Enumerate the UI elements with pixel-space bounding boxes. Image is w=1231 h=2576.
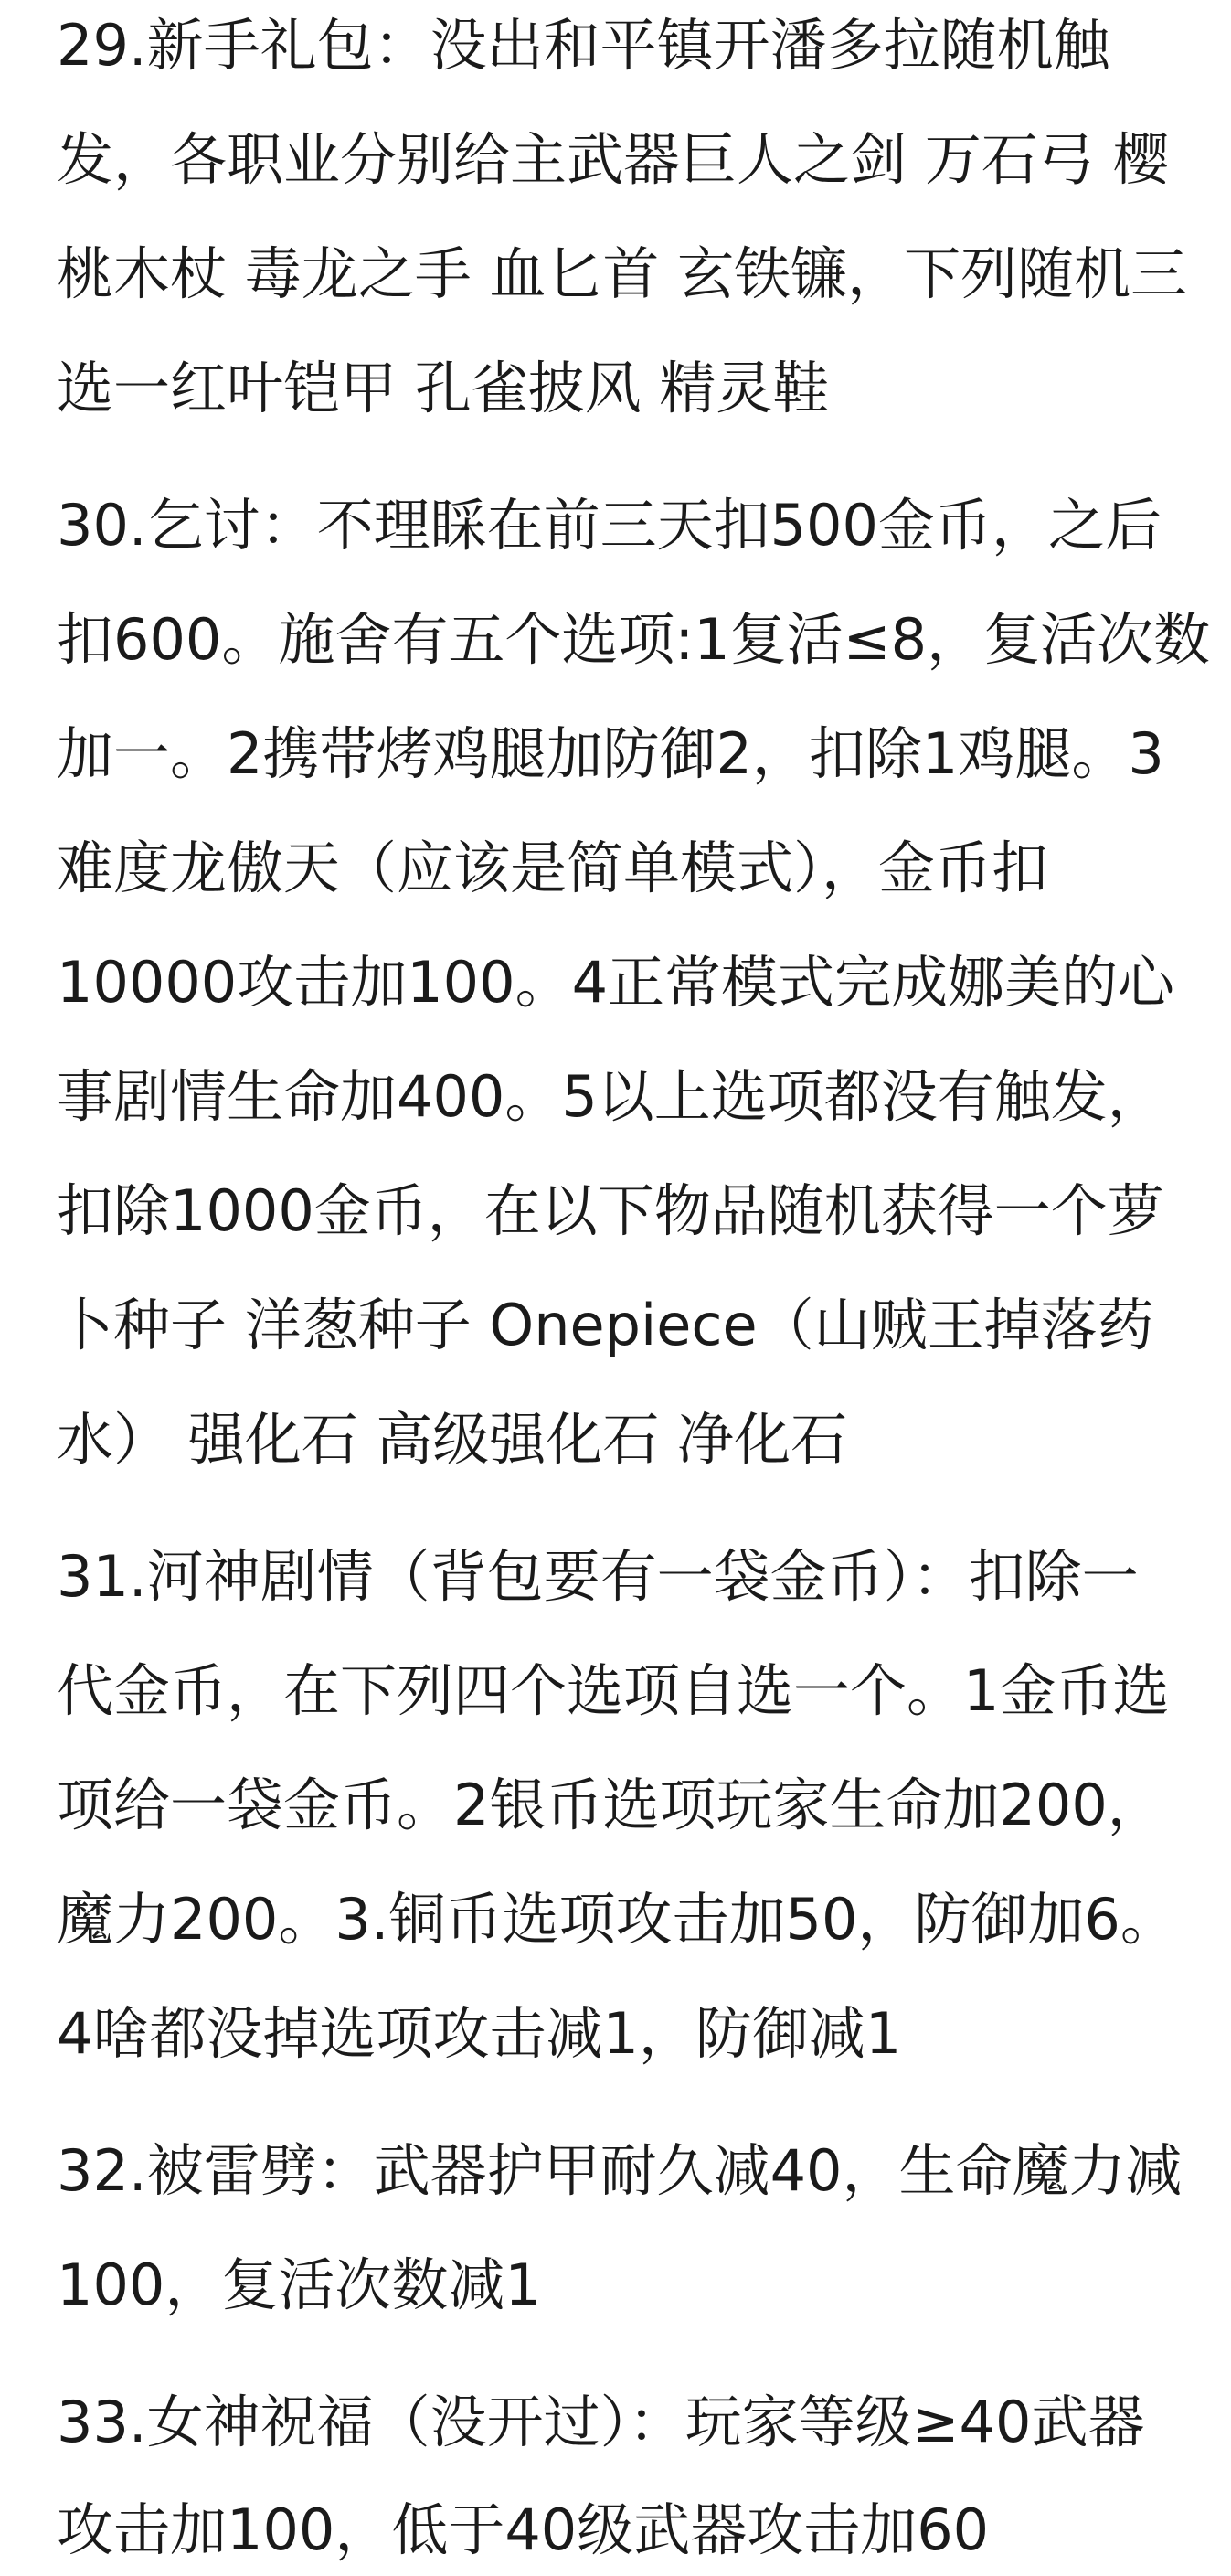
text-line: 攻击加100，低于40级武器攻击加60 [57,2496,990,2563]
text-line: 事剧情生命加400。5以上选项都没有触发， [57,1063,1164,1130]
text-line: 魔力200。3.铜币选项攻击加50，防御加6。 [57,1886,1177,1953]
text-line: 33.女神祝福（没开过）：玩家等级≥40武器 [57,2389,1145,2455]
text-line: 水） 强化石 高级强化石 净化石 [57,1406,848,1473]
text-line: 项给一袋金币。2银币选项玩家生命加200， [57,1772,1164,1838]
text-line: 代金币，在下列四个选项自选一个。1金币选 [57,1657,1170,1724]
text-line: 30.乞讨：不理睬在前三天扣500金币，之后 [57,492,1162,559]
text-line: 10000攻击加100。4正常模式完成娜美的心 [57,949,1175,1016]
text-line: 难度龙傲天（应该是简单模式），金币扣 [57,835,1049,901]
text-line: 桃木杖 毒龙之手 血匕首 玄铁镰，下列随机三 [57,240,1188,307]
text-line: 扣除1000金币，在以下物品随机获得一个萝 [57,1177,1164,1244]
text-line: 扣600。施舍有五个选项:1复活≤8，复活次数 [57,606,1211,673]
text-line: 加一。2携带烤鸡腿加防御2，扣除1鸡腿。3 [57,720,1164,787]
text-line: 4啥都没掉选项攻击减1，防御减1 [57,2000,902,2067]
text-line: 32.被雷劈：武器护甲耐久减40，生命魔力减 [57,2137,1183,2204]
text-line: 卜种子 洋葱种子 Onepiece（山贼王掉落药 [57,1292,1154,1358]
text-line: 100，复活次数减1 [57,2251,541,2318]
text-line: 31.河神剧情（背包要有一袋金币）：扣除一 [57,1543,1139,1610]
text-line: 发，各职业分别给主武器巨人之剑 万石弓 樱 [57,126,1170,193]
text-line: 29.新手礼包：没出和平镇开潘多拉随机触 [57,12,1110,79]
text-line: 选一红叶铠甲 孔雀披风 精灵鞋 [57,355,830,421]
